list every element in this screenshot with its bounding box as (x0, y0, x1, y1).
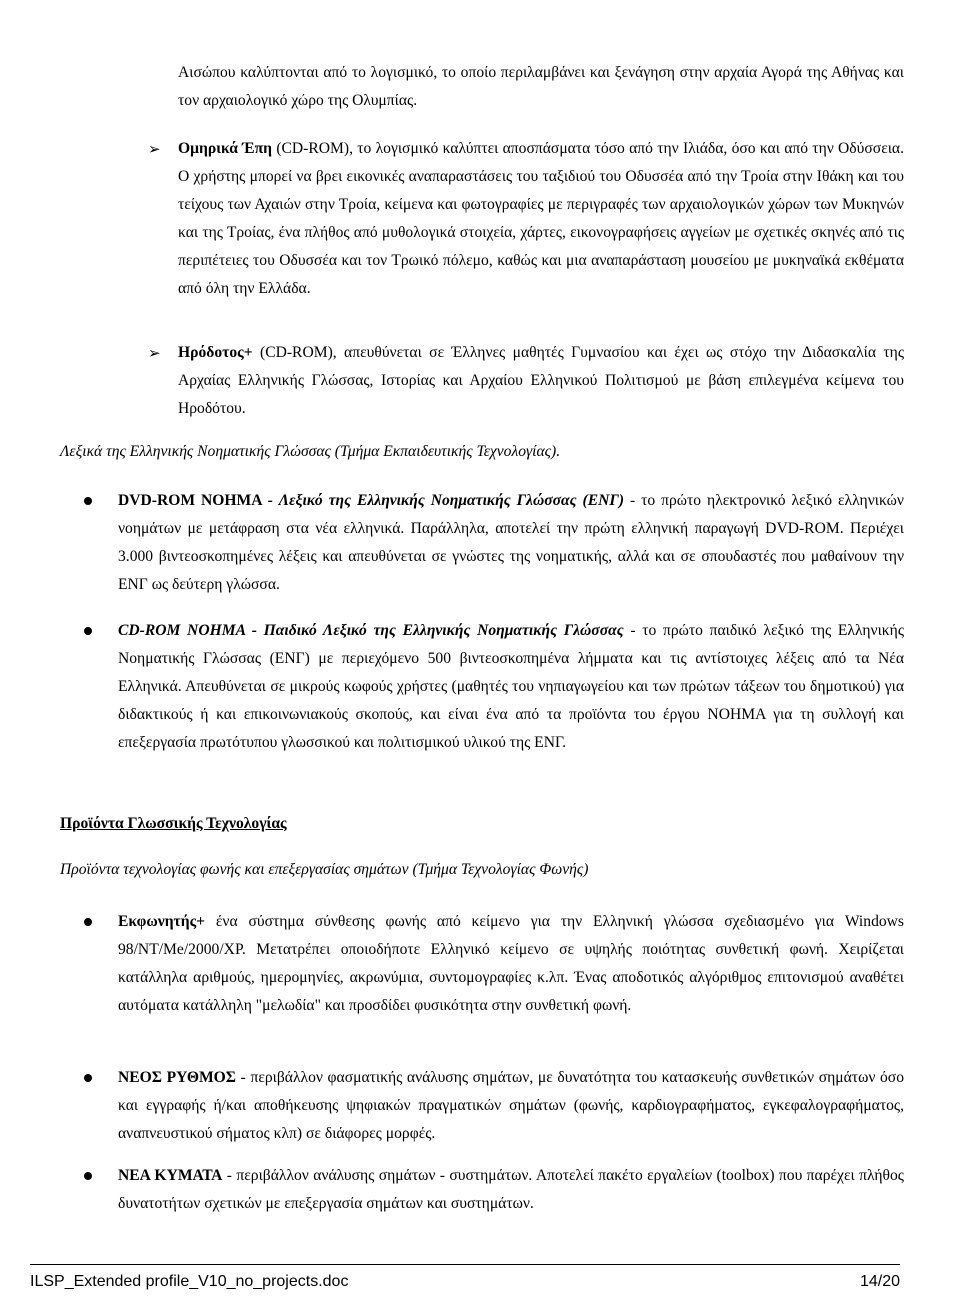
item-title: Ομηρικά Έπη (178, 140, 273, 157)
item-title: ΝΕΟΣ ΡΥΘΜΟΣ (118, 1069, 237, 1086)
bullet-icon (84, 1172, 92, 1180)
item-title: CD-ROM ΝΟΗΜΑ - (118, 622, 264, 639)
speech-item-ekfonitis (118, 908, 904, 1020)
item-subtitle: Λεξικό της Ελληνικής Νοηματικής Γλώσσας (ΕΝΓ) (278, 492, 625, 509)
bullet-icon (84, 627, 92, 635)
arrow-item-homer (178, 135, 904, 303)
bullet-icon (84, 918, 92, 926)
footer-filename: ILSP_Extended profile_V10_no_projects.doc (30, 1273, 349, 1290)
speech-item-neos-rythmos (118, 1064, 904, 1148)
arrow-bullet-icon: ➢ (148, 140, 161, 158)
intro-text: Αισώπου καλύπτονται από το λογισμικό, το οποίο περιλαμβάνει και ξενάγηση στην αρχαία Αγορά της Αθήνας και τον αρχαιολογικό χώρο της Ολυμπίας. (178, 64, 904, 109)
intro-paragraph (178, 59, 904, 115)
item-title: ΝΕΑ ΚΥΜΑΤΑ (118, 1167, 223, 1184)
page-footer (30, 1264, 900, 1297)
item-text: - περιβάλλον ανάλυσης σημάτων - συστημάτων. Αποτελεί πακέτο εργαλείων (toolbox) που παρέχει πλήθος δυνατοτήτων σχετικών με επεξεργασία σημάτων και συστημάτων. (118, 1167, 904, 1212)
speech-item-nea-kymata (118, 1162, 904, 1218)
item-title: Εκφωνητής+ (118, 913, 206, 930)
arrow-bullet-icon: ➢ (148, 344, 161, 362)
item-text: - το πρώτο ηλεκτρονικό λεξικό ελληνικών νοημάτων με μετάφραση στα νέα ελληνικά. Παράλληλα, αποτελεί την πρώτη ελληνική παραγωγή DVD-ROM. Περιέχει 3.000 βιντεοσκοπημένες λέξεις και απευθύνεται σε γνώστες της νοηματικής, αλλά και σε σπουδαστές που μαθαίνουν την ΕΝΓ ως δεύτερη γλώσσα. (118, 492, 904, 593)
item-subtitle: Παιδικό Λεξικό της Ελληνικής Νοηματικής Γλώσσας (263, 622, 624, 639)
section-title: Προϊόντα Γλωσσικής Τεχνολογίας (60, 815, 287, 832)
speech-heading: Προϊόντα τεχνολογίας φωνής και επεξεργασίας σημάτων (Τμήμα Τεχνολογίας Φωνής) (60, 861, 589, 878)
item-title: Ηρόδοτος+ (178, 344, 253, 361)
footer-page-number: 14/20 (859, 1273, 900, 1290)
item-text: ένα σύστημα σύνθεσης φωνής από κείμενο για την Ελληνική γλώσσα σχεδιασμένο για Windows 98/NT/Me/2000/XP. Μετατρέπει οποιοδήποτε Ελληνικό κείμενο σε υψηλής ποιότητας συνθετική φωνή. Χειρίζεται κατάλληλα αριθμούς, ημερομηνίες, ακρωνύμια, συντομογραφίες κ.λπ. Ένας αποδοτικός αλγόριθμος επιτονισμού αναθέτει αυτόματα κατάλληλη "μελωδία" και προσδίδει φυσικότητα στην συνθετική φωνή. (118, 913, 904, 1014)
item-text: (CD-ROM), απευθύνεται σε Έλληνες μαθητές Γυμνασίου και έχει ως στόχο την Διδασκαλία της Αρχαίας Ελληνικής Γλώσσας, Ιστορίας και Αρχαίου Ελληνικού Πολιτισμού με βάση επιλεγμένα κείμενα του Ηροδότου. (178, 344, 904, 417)
item-text: (CD-ROM), το λογισμικό καλύπτει αποσπάσματα τόσο από την Ιλιάδα, όσο και από την Οδύσσεια. Ο χρήστης μπορεί να βρει εικονικές αναπαραστάσεις του ταξιδιού του Οδυσσέα από την Τροία στην Ιθάκη και του τείχους των Αχαιών στην Τροία, κείμενα και φωτογραφίες με περιγραφές των αρχαιολογικών χώρων των Μυκηνών και της Τροίας, ένα πλήθος από μυθολογικά στοιχεία, χάρτες, εικονογραφήσεις αγγείων με σχετικές σκηνές από τις περιπέτειες του Οδυσσέα και τον Τρωικό πόλεμο, καθώς και μια αναπαράσταση μουσείου με μυκηναϊκά εκθέματα από όλη την Ελλάδα. (178, 140, 905, 297)
item-title: DVD-ROM ΝΟΗΜΑ - (118, 492, 279, 509)
dictionaries-heading: Λεξικά της Ελληνικής Νοηματικής Γλώσσας (Τμήμα Εκπαιδευτικής Τεχνολογίας). (60, 443, 561, 460)
arrow-item-herodotus (178, 339, 904, 423)
bullet-icon (84, 497, 92, 505)
item-text: - το πρώτο παιδικό λεξικό της Ελληνικής Νοηματικής Γλώσσας (ΕΝΓ) με περιεχόμενο 500 βιντεοσκοπημένα λήμματα και τις αντίστοιχες λέξεις από τα Νέα Ελληνικά. Απευθύνεται σε μικρούς κωφούς χρήστες (μαθητές του νηπιαγωγείου και των πρώτων τάξεων του δημοτικού) για διδακτικούς ή και επικοινωνιακούς σκοπούς, και είναι ένα από τα προϊόντα του έργου ΝΟΗΜΑ για τη συλλογή και επεξεργασία πρωτότυπου γλωσσικού και πολιτισμικού υλικού της ΕΝΓ. (118, 622, 904, 751)
item-text: - περιβάλλον φασματικής ανάλυσης σημάτων, με δυνατότητα του κατασκευής συνθετικών σημάτων όσο και εγγραφής ή/και αποθήκευσης ψηφιακών πραγματικών σημάτων (φωνής, καρδιογραφήματος, εγκεφαλογραφήματος, αναπνευστικού σήματος κλπ) σε διάφορες μορφές. (118, 1069, 905, 1142)
dictionary-item-dvd (118, 487, 904, 599)
bullet-icon (84, 1074, 92, 1082)
dictionary-item-cd (118, 617, 904, 757)
